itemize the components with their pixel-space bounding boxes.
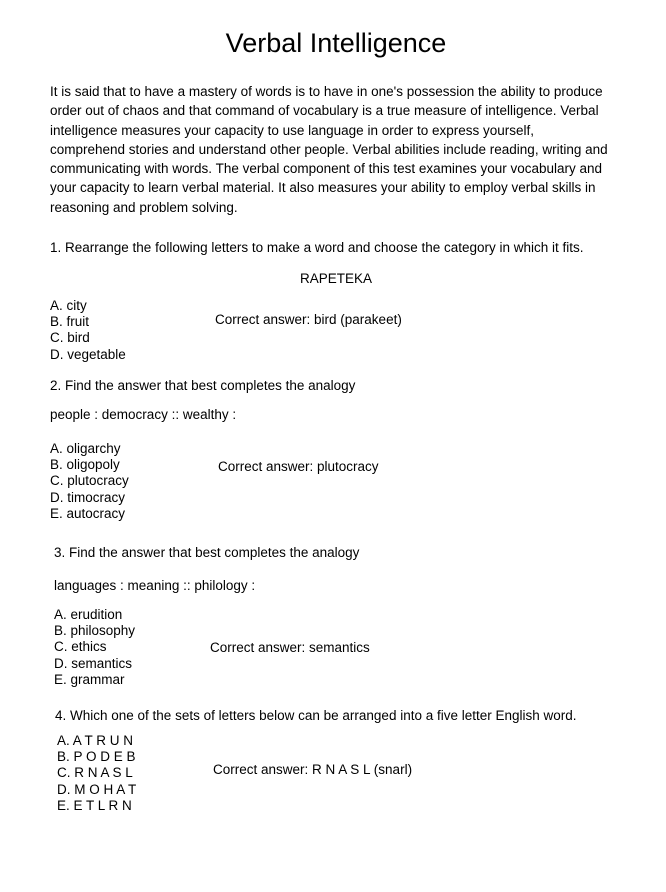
question-4 [50,706,622,814]
question-2-options [50,441,622,522]
question-2-prompt: 2. Find the answer that best completes the analogy [50,377,356,393]
question-1-prompt: 1. Rearrange the following letters to make a word and choose the category in which it fits. [50,240,584,256]
question-2-correct-answer: Correct answer: plutocracy [218,458,379,474]
intro-line: It is said that to have a mastery of words is to have in one's possession the ability to produce [50,84,603,99]
document-page [0,26,666,814]
option-d: D. timocracy [50,489,126,505]
question-4-correct-answer: Correct answer: R N A S L (snarl) [213,761,413,777]
question-2 [50,376,622,522]
option-b: B. fruit [50,314,90,330]
option-b: B. oligopoly [50,457,120,473]
option-c: C. R N A S L [57,765,133,781]
question-1-correct-answer: Correct answer: bird (parakeet) [215,312,402,328]
intro-line: intelligence measures your capacity to use language in order to express yourself, [50,122,535,138]
option-a: A. A T R U N [57,732,134,748]
question-3-prompt: 3. Find the answer that best completes the analogy [54,544,360,560]
question-4-options [55,733,622,814]
question-4-prompt: 4. Which one of the sets of letters below can be arranged into a five letter English word. [55,707,577,723]
intro-line: communicating with words. The verbal component of this test examines your vocabulary and [50,161,603,177]
option-c: C. plutocracy [50,473,129,489]
option-d: D. semantics [54,655,133,671]
intro-line: your capacity to learn verbal material. It also measures your ability to employ verbal skills in [50,180,596,196]
question-3-options [54,607,622,688]
option-a: A. erudition [54,606,123,622]
option-e: E. E T L R N [57,797,132,813]
question-1-scrambled-word: RAPETEKA [299,271,373,287]
question-1-options [50,298,622,363]
intro-line: order out of chaos and that command of vocabulary is a true measure of intelligence. Verbal [50,103,599,119]
option-b: B. philosophy [54,623,136,639]
question-3-correct-answer: Correct answer: semantics [210,639,370,655]
intro-line: comprehend stories and understand other people. Verbal abilities include reading, writing and [50,141,608,157]
option-c: C. bird [50,330,90,346]
option-e: E. grammar [54,671,125,687]
option-a: A. oligarchy [50,440,121,456]
question-2-analogy: people : democracy :: wealthy : [50,406,237,422]
option-d: D. M O H A T [57,781,137,797]
option-b: B. P O D E B [57,749,136,765]
page-title: Verbal Intelligence [225,28,447,58]
option-d: D. vegetable [50,346,126,362]
question-1 [50,238,622,363]
option-c: C. ethics [54,639,107,655]
question-3-analogy: languages : meaning :: philology : [54,577,256,593]
option-e: E. autocracy [50,505,126,521]
option-a: A. city [50,298,87,314]
intro-paragraph [50,82,622,217]
question-3 [50,543,622,688]
intro-line: reasoning and problem solving. [50,199,238,215]
